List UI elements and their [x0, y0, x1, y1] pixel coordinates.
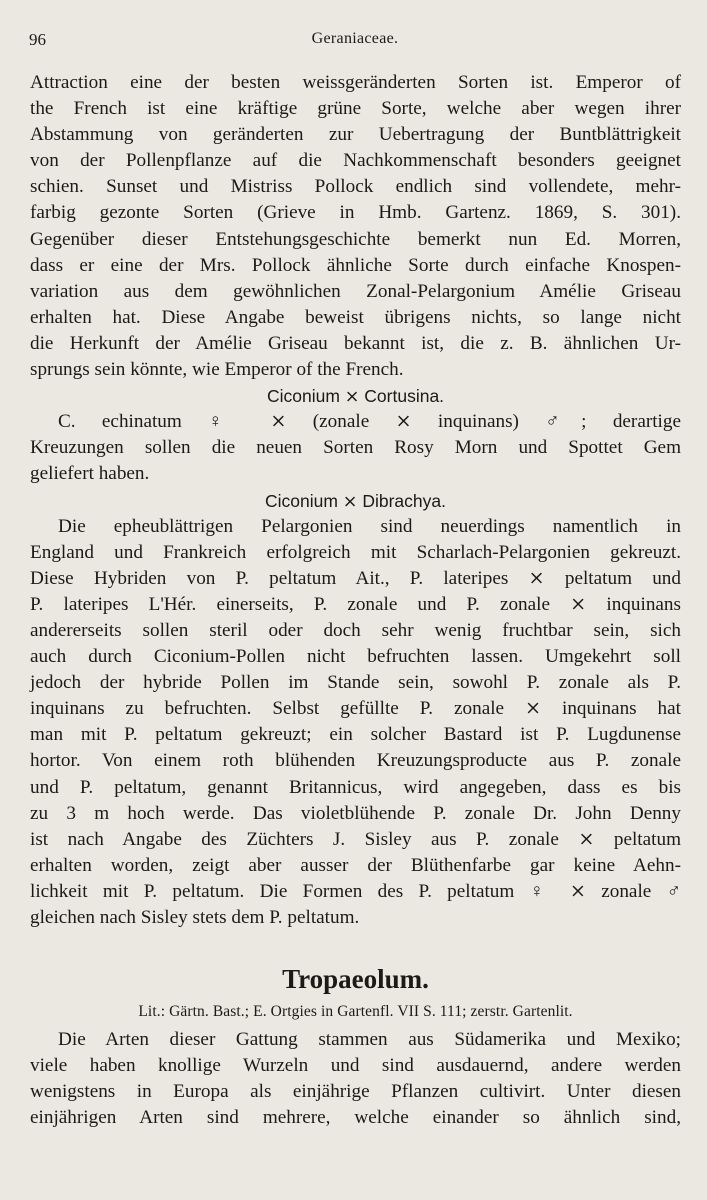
paragraph-attraction — [30, 70, 681, 383]
text-line: wenigstens in Europa als einjährige Pflanzen cultivirt. Unter diesen — [30, 1081, 681, 1103]
text-line: hortor. Von einem roth blühenden Kreuzungsproducte aus P. zonale — [30, 750, 681, 772]
text-line: variation aus dem gewöhnlichen Zonal-Pelargonium Amélie Griseau — [30, 280, 681, 302]
text-line: inquinans zu befruchten. Selbst gefüllte P. zonale ⨯ inquinans hat — [30, 698, 681, 720]
text-line: schien. Sunset und Mistriss Pollock endlich sind vollendete, mehr- — [30, 176, 681, 198]
section-heading-cortusina: Ciconium ⨯ Cortusina. — [266, 386, 445, 407]
page-header — [29, 30, 681, 54]
text-line: Die epheublättrigen Pelargonien sind neuerdings namentlich in — [58, 515, 681, 537]
text-line: einjährigen Arten sind mehrere, welche einander so ähnlich sind, — [30, 1107, 681, 1129]
text-line: zu 3 m hoch werde. Das violetblühende P. zonale Dr. John Denny — [30, 802, 681, 824]
text-line: Abstammung von geränderten zur Uebertragung der Buntblättrigkeit — [30, 124, 681, 146]
text-line: C. echinatum ♀ ⨯ (zonale ⨯ inquinans) ♂; derartige — [58, 411, 681, 433]
text-line: gleichen nach Sisley stets dem P. peltatum. — [30, 907, 360, 928]
text-line: andererseits sollen steril oder doch sehr wenig fruchtbar sein, sich — [30, 619, 681, 641]
text-line: und P. peltatum, genannt Britannicus, wird angegeben, dass es bis — [30, 776, 681, 798]
text-line: ist nach Angabe des Züchters J. Sisley aus P. zonale ⨯ peltatum — [30, 828, 681, 850]
text-line: sprungs sein könnte, wie Emperor of the French. — [30, 359, 404, 381]
running-head: Geraniaceae. — [311, 30, 399, 47]
literature-line: Lit.: Gärtn. Bast.; E. Ortgies in Gartenfl. VII S. 111; zerstr. Gartenlit. — [138, 1003, 573, 1021]
text-line: von der Pollenpflanze auf die Nachkommenschaft besonders geeignet — [30, 150, 681, 172]
page-number: 96 — [29, 30, 46, 49]
text-line: viele haben knollige Wurzeln und sind ausdauernd, andere werden — [30, 1055, 681, 1077]
text-line: jedoch der hybride Pollen im Stande sein, sowohl P. zonale als P. — [30, 672, 681, 694]
text-line: Diese Hybriden von P. peltatum Ait., P. lateripes ⨯ peltatum und — [30, 567, 681, 589]
text-line: Kreuzungen sollen die neuen Sorten Rosy Morn und Spottet Gem — [30, 437, 681, 459]
text-line: the French ist eine kräftige grüne Sorte, welche aber wegen ihrer — [30, 98, 681, 120]
text-line: farbig gezonte Sorten (Grieve in Hmb. Gartenz. 1869, S. 301). — [30, 202, 681, 224]
text-line: P. lateripes L'Hér. einerseits, P. zonale und P. zonale ⨯ inquinans — [30, 593, 681, 615]
section-heading-dibrachya: Ciconium ⨯ Dibrachya. — [265, 490, 446, 511]
text-line: die Herkunft der Amélie Griseau bekannt ist, die z. B. ähnlichen Ur- — [30, 332, 681, 354]
text-line: erhalten hat. Diese Angabe beweist übrigens nichts, so lange nicht — [30, 306, 681, 328]
text-line: erhalten worden, zeigt aber ausser der Blüthenfarbe gar keine Aehn- — [30, 854, 681, 876]
page-body — [30, 70, 681, 1131]
text-line: Gegenüber dieser Entstehungsgeschichte bemerkt nun Ed. Morren, — [30, 228, 681, 250]
paragraph-cortusina — [30, 409, 681, 487]
text-line: geliefert haben. — [30, 463, 150, 485]
text-line: auch durch Ciconium-Pollen nicht befruchten lassen. Umgekehrt soll — [30, 646, 681, 668]
paragraph-tropaeolum — [30, 1027, 681, 1131]
text-line: Attraction eine der besten weissgeränderten Sorten ist. Emperor of — [30, 72, 681, 93]
text-line: England und Frankreich erfolgreich mit Scharlach-Pelargonien gekreuzt. — [30, 541, 681, 563]
text-line: man mit P. peltatum gekreuzt; ein solcher Bastard ist P. Lugdunense — [30, 724, 681, 746]
paragraph-dibrachya — [30, 514, 681, 932]
text-line: dass er eine der Mrs. Pollock ähnliche Sorte durch einfache Knospen- — [30, 254, 681, 276]
genus-title: Tropaeolum. — [282, 964, 429, 995]
text-line: lichkeit mit P. peltatum. Die Formen des P. peltatum ♀ ⨯ zonale ♂ — [30, 880, 681, 902]
text-line: Die Arten dieser Gattung stammen aus Südamerika und Mexiko; — [58, 1029, 681, 1051]
